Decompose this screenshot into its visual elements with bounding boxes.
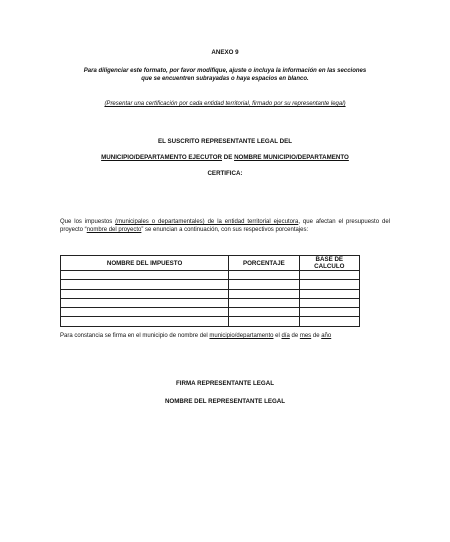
project-name-field: nombre del proyecto — [86, 226, 142, 233]
calculation-base-cell[interactable] — [299, 298, 359, 307]
intro-text-3: ” se enuncian a continuación, con sus respectivos porcentajes: — [141, 226, 309, 233]
percentage-cell[interactable] — [229, 298, 299, 307]
month-field: mes — [299, 333, 312, 339]
tax-name-cell[interactable] — [61, 271, 229, 280]
percentage-cell[interactable] — [229, 317, 299, 326]
signer-line: EL SUSCRITO REPRESENTANTE LEGAL DEL — [158, 138, 292, 145]
closing-text-4: de — [311, 333, 322, 339]
intro-text-2: , que afectan el presupuesto del proyecto “ — [60, 219, 390, 233]
percentage-cell[interactable] — [229, 280, 299, 289]
instructions-line-1: Para diligenciar este formato, por favor modifique, ajuste o incluya la información en las secciones — [83, 68, 367, 74]
closing-text-1: Para constancia se firma en el municipio de nombre del — [60, 333, 210, 339]
year-field: año — [321, 333, 332, 339]
calculation-base-cell[interactable] — [299, 280, 359, 289]
table-row — [61, 308, 360, 317]
calculation-base-cell[interactable] — [299, 271, 359, 280]
header-percentage: PORCENTAJE — [229, 256, 299, 271]
tax-name-cell[interactable] — [61, 280, 229, 289]
entity-name-field: NOMBRE MUNICIPIO/DEPARTAMENTO — [234, 154, 349, 161]
municipality-field: municipio/departamento — [209, 333, 274, 339]
calculation-base-cell[interactable] — [299, 289, 359, 298]
header-calculation-base: BASE DE CALCULO — [299, 256, 359, 271]
table-row — [61, 280, 360, 289]
taxes-table — [60, 255, 360, 327]
annex-heading: ANEXO 9 — [211, 49, 239, 56]
calculation-base-cell[interactable] — [299, 308, 359, 317]
percentage-cell[interactable] — [229, 308, 299, 317]
closing-statement — [60, 333, 390, 339]
representative-name-label: NOMBRE DEL REPRESENTANTE LEGAL — [164, 398, 286, 405]
calculation-base-cell[interactable] — [299, 317, 359, 326]
closing-text-3: de — [289, 333, 300, 339]
closing-text-2: el — [273, 333, 282, 339]
table-row — [61, 271, 360, 280]
certifies-heading: CERTIFICA: — [207, 170, 243, 177]
certification-note: (Presentar una certificación por cada entidad territorial, firmado por su representante legal) — [104, 101, 346, 107]
instructions — [60, 68, 390, 83]
intro-text-1: Que los impuestos — [60, 219, 116, 225]
table-row — [61, 289, 360, 298]
signature-label: FIRMA REPRESENTANTE LEGAL — [176, 380, 274, 387]
header-tax-name: NOMBRE DEL IMPUESTO — [61, 256, 229, 271]
tax-name-cell[interactable] — [61, 317, 229, 326]
table-row — [61, 298, 360, 307]
intro-paragraph — [60, 219, 390, 235]
taxes-scope-field: (municipales o departamentales) de la entidad territorial ejecutora — [115, 219, 299, 225]
executing-entity-connector: DE — [222, 154, 235, 161]
percentage-cell[interactable] — [229, 271, 299, 280]
executing-entity-line — [0, 154, 450, 161]
percentage-cell[interactable] — [229, 289, 299, 298]
tax-name-cell[interactable] — [61, 298, 229, 307]
tax-name-cell[interactable] — [61, 308, 229, 317]
instructions-line-2: que se encuentren subrayadas o haya espacios en blanco. — [141, 75, 309, 82]
table-header-row — [61, 256, 360, 271]
table-row — [61, 317, 360, 326]
executing-entity-field: MUNICIPIO/DEPARTAMENTO EJECUTOR — [101, 154, 223, 161]
day-field: día — [281, 333, 290, 339]
tax-name-cell[interactable] — [61, 289, 229, 298]
